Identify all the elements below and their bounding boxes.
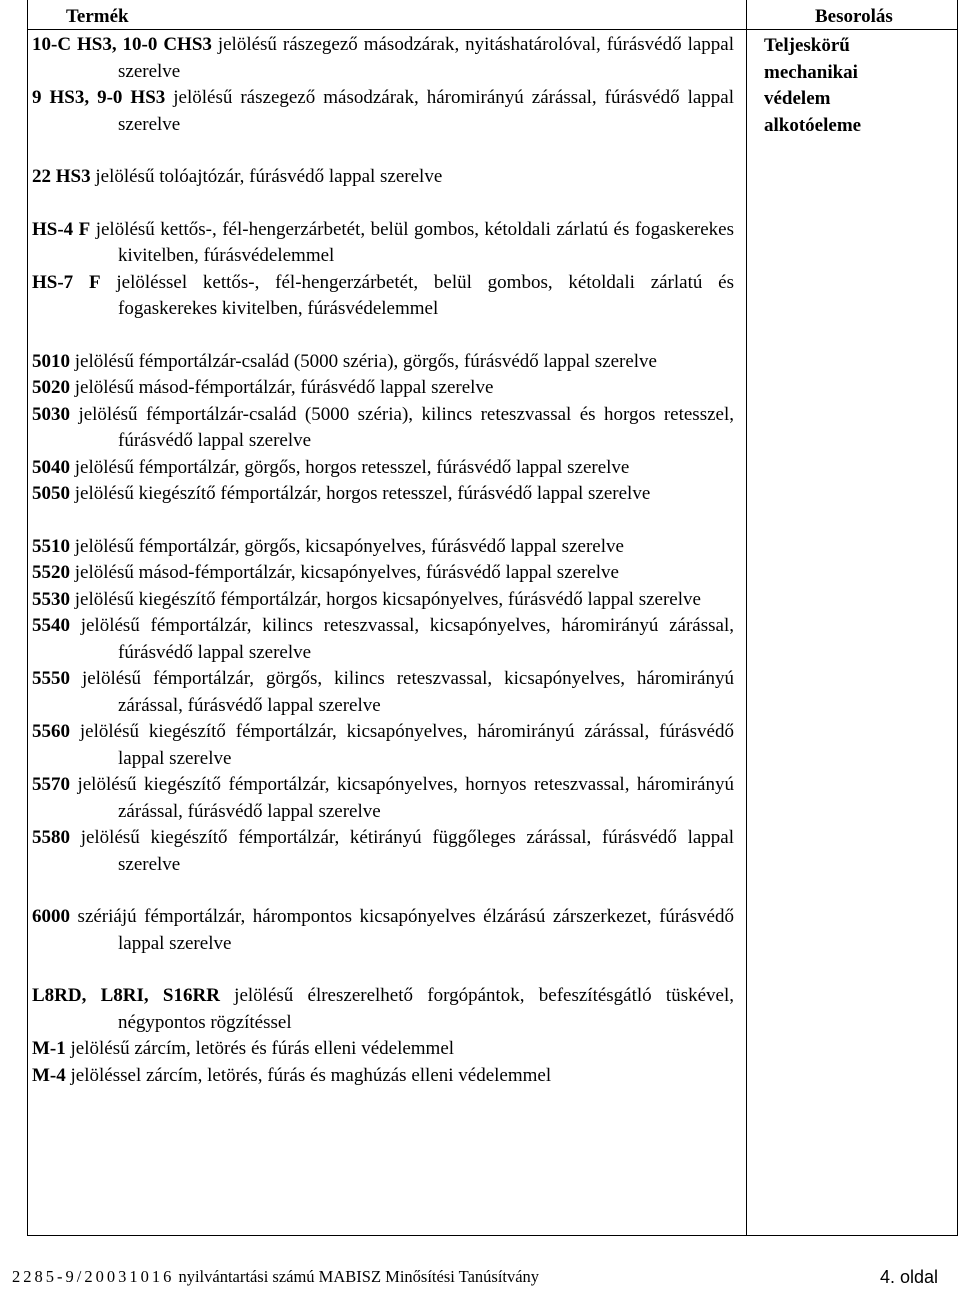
product-item	[32, 455, 734, 482]
product-description: jelölésű kiegészítő fémportálzár, horgos kicsapónyelves, fúrásvédő lappal szerelve	[70, 588, 701, 610]
product-item	[32, 613, 734, 666]
product-item	[32, 534, 734, 561]
product-description: szériájú fémportálzár, hárompontos kicsapónyelves élzárású zárszerkezet, fúrásvédő lappal szerelve	[70, 906, 734, 954]
product-description: jelölésű fémportálzár, görgős, kicsapónyelves, fúrásvédő lappal szerelve	[70, 535, 624, 557]
product-description: jelölésű zárcím, letörés és fúrás elleni védelemmel	[65, 1038, 455, 1059]
product-code: 5570	[32, 774, 70, 795]
product-code: 5020	[32, 377, 70, 398]
product-item	[32, 904, 734, 957]
product-code: 9 HS3, 9-0 HS3	[32, 87, 166, 108]
product-group	[32, 534, 734, 879]
table-bottom-border	[27, 1235, 958, 1236]
product-code: 5520	[32, 562, 70, 583]
product-code: 5580	[32, 827, 70, 848]
product-item	[32, 481, 734, 508]
certificate-label: nyilvántartási számú MABISZ Minősítési Tanúsítvány	[174, 1267, 540, 1286]
product-description: jelöléssel zárcím, letörés, fúrás és maghúzás elleni védelemmel	[65, 1064, 552, 1086]
product-code: 5510	[32, 535, 70, 557]
product-code: M-1	[32, 1038, 66, 1059]
product-item	[32, 1063, 734, 1090]
product-code: 5010	[32, 350, 70, 372]
product-code: 6000	[32, 906, 70, 927]
product-description: jelölésű másod-fémportálzár, fúrásvédő lappal szerelve	[70, 377, 494, 398]
product-description: jelölésű kiegészítő fémportálzár, kicsapónyelves, hornyos reteszvassal, háromirányú zárással, fúrásvédő lappal szerelve	[70, 774, 734, 822]
product-group	[32, 983, 734, 1089]
product-item	[32, 719, 734, 772]
classification-line: védelem	[764, 88, 831, 109]
product-code: L8RD, L8RI, S16RR	[32, 985, 220, 1006]
product-item	[32, 666, 734, 719]
product-item	[32, 1036, 734, 1063]
product-description: jelölésű kiegészítő fémportálzár, horgos retesszel, fúrásvédő lappal szerelve	[70, 483, 651, 504]
product-group	[32, 349, 734, 508]
product-description: jelölésű kettős-, fél-hengerzárbetét, belül gombos, kétoldali zárlatú és fogaskerekes kivitelben, fúrásvédelemmel	[90, 218, 734, 266]
product-group	[32, 32, 734, 138]
classification-text	[764, 33, 954, 139]
product-item	[32, 402, 734, 455]
product-item	[32, 270, 734, 323]
product-code: 5030	[32, 403, 70, 425]
product-code: 22 HS3	[32, 166, 91, 187]
page-number: 4. oldal	[879, 1267, 938, 1287]
product-description: jelöléssel kettős-, fél-hengerzárbetét, belül gombos, kétoldali zárlatú és fogaskerekes kivitelben, fúrásvédelemmel	[100, 271, 735, 319]
product-item	[32, 164, 734, 191]
product-description: jelölésű fémportálzár, kilincs reteszvassal, kicsapónyelves, háromirányú zárással, fúrásvédő lappal szerelve	[70, 615, 734, 663]
product-group	[32, 217, 734, 323]
product-item	[32, 85, 734, 138]
product-code: 5540	[32, 615, 70, 636]
product-list	[32, 32, 734, 1115]
product-code: 5530	[32, 588, 70, 610]
product-description: jelölésű rászegező másodzárak, háromirányú zárással, fúrásvédő lappal szerelve	[118, 87, 734, 135]
product-description: jelölésű fémportálzár-család (5000 széria), görgős, fúrásvédő lappal szerelve	[70, 350, 657, 372]
product-description: jelölésű élreszerelhető forgópántok, befeszítésgátló tüskével, négypontos rögzítéssel	[118, 985, 734, 1033]
table-left-border	[27, 0, 28, 1236]
table-right-border	[957, 0, 958, 1236]
product-item	[32, 32, 734, 85]
product-code: HS-4 F	[32, 218, 91, 240]
classification-line: alkotóeleme	[764, 114, 862, 136]
product-item	[32, 825, 734, 878]
footer-certificate	[12, 1265, 539, 1289]
classification-line: Teljeskörű	[764, 35, 850, 56]
product-description: jelölésű kiegészítő fémportálzár, kicsapónyelves, háromirányú zárással, fúrásvédő lappal szerelve	[70, 721, 734, 769]
product-description: jelölésű kiegészítő fémportálzár, kétirányú függőleges zárással, fúrásvédő lappal szerelve	[70, 827, 734, 875]
product-group	[32, 164, 734, 191]
product-code: 5040	[32, 456, 70, 478]
column-divider	[746, 0, 747, 1236]
product-code: 10-C HS3, 10-0 CHS3	[32, 34, 212, 55]
product-description: jelölésű másod-fémportálzár, kicsapónyelves, fúrásvédő lappal szerelve	[70, 562, 619, 583]
certificate-number: 2285-9/20031016	[12, 1267, 175, 1286]
classification-line: mechanikai	[764, 61, 858, 83]
product-description: jelölésű fémportálzár, görgős, horgos retesszel, fúrásvédő lappal szerelve	[70, 456, 630, 478]
product-item	[32, 772, 734, 825]
product-description: jelölésű tolóajtózár, fúrásvédő lappal szerelve	[90, 166, 443, 187]
classification-column-header: Besorolás	[815, 6, 893, 27]
product-item	[32, 983, 734, 1036]
product-code: M-4	[32, 1064, 66, 1086]
product-description: jelölésű fémportálzár-család (5000 széria), kilincs reteszvassal és horgos retesszel, fúrásvédő lappal szerelve	[70, 403, 734, 451]
product-code: 5050	[32, 483, 70, 504]
product-column-header: Termék	[66, 6, 129, 27]
product-item	[32, 560, 734, 587]
product-item	[32, 217, 734, 270]
product-code: HS-7 F	[32, 271, 101, 293]
product-code: 5560	[32, 721, 70, 742]
product-item	[32, 375, 734, 402]
product-description: jelölésű fémportálzár, görgős, kilincs reteszvassal, kicsapónyelves, háromirányú zárással, fúrásvédő lappal szerelve	[70, 668, 734, 716]
product-description: jelölésű rászegező másodzárak, nyitáshatárolóval, fúrásvédő lappal szerelve	[118, 34, 734, 82]
product-item	[32, 349, 734, 376]
product-item	[32, 587, 734, 614]
product-group	[32, 904, 734, 957]
product-code: 5550	[32, 668, 70, 689]
